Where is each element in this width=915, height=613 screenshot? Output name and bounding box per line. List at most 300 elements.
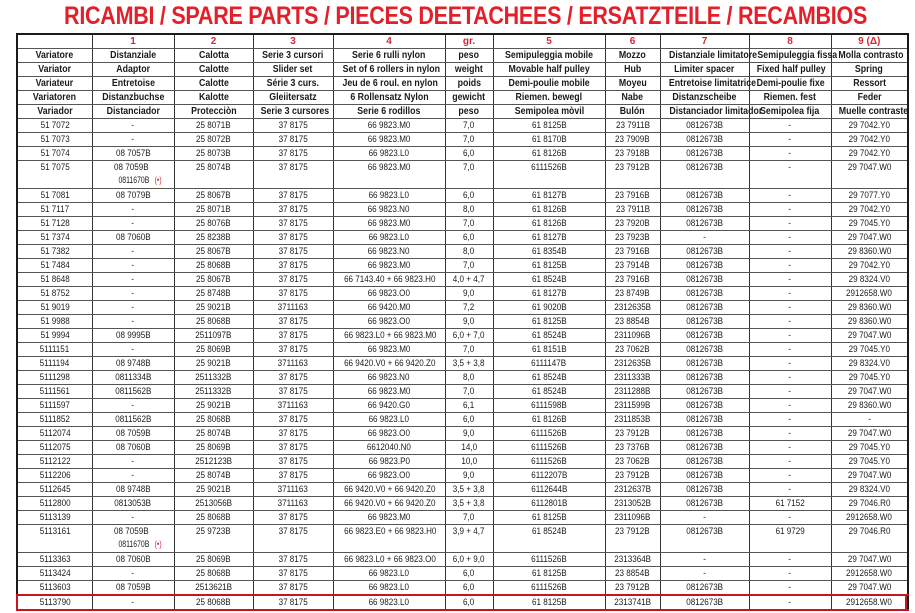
cell-col-6-hub [605, 469, 660, 483]
cell-value: 37 8175 [278, 414, 308, 425]
cell-col-5-movable-half-pulley [493, 231, 605, 245]
cell-value: 0812673B [686, 597, 723, 608]
header-label: Calotte [198, 78, 229, 89]
cell-value: 0812673B [686, 330, 723, 341]
cell-col-7-limiter-spacer [660, 441, 749, 455]
cell-value: 7,0 [463, 218, 475, 229]
cell-value: 5113603 [39, 582, 71, 593]
table-row [17, 287, 908, 301]
cell-col-3-slider-set [253, 455, 333, 469]
cell-col-gr-weight [445, 301, 493, 315]
header-cell-col-7-limiter-spacer [660, 49, 757, 63]
cell-col-9-spring [831, 231, 908, 245]
cell-value: 0812673B [686, 344, 723, 355]
cell-value: 5113790 [39, 597, 71, 608]
cell-col-7-limiter-spacer [660, 231, 749, 245]
cell-col-6-hub [605, 301, 660, 315]
header-label: Distanciador limitador [668, 106, 762, 117]
cell-value: - [131, 456, 135, 467]
header-cell-col-7-limiter-spacer [660, 105, 762, 119]
cell-value: - [788, 470, 792, 481]
cell-col-gr-weight [445, 287, 493, 301]
cell-value: 51 7374 [40, 232, 70, 243]
cell-value: 6,0 [463, 414, 475, 425]
cell-value: 51 7128 [40, 218, 70, 229]
cell-value: 37 8175 [278, 232, 308, 243]
table-row [17, 315, 908, 329]
cell-col-7-limiter-spacer [660, 301, 749, 315]
cell-value: 25 8068B [196, 316, 231, 327]
cell-col-9-spring [831, 441, 908, 455]
cell-value: 6111147B [531, 358, 567, 369]
cell-value: 51 9994 [40, 330, 70, 341]
cell-col-4-rollers [333, 245, 445, 259]
cell-col-5-movable-half-pulley [493, 581, 605, 596]
cell-value: 29 7042.Y0 [848, 120, 890, 131]
cell-col-5-movable-half-pulley [493, 427, 605, 441]
cell-col-3-slider-set [253, 371, 333, 385]
column-number-col-8-fixed-half-pulley: 8 [749, 34, 831, 49]
cell-value: 08 9748B [115, 484, 151, 495]
cell-value: 6,0 [463, 232, 475, 243]
cell-col-1-adaptor [92, 217, 174, 231]
table-row [17, 469, 908, 483]
cell-col-6-hub [605, 371, 660, 385]
cell-col-3-slider-set [253, 133, 333, 147]
header-cell-col-9-spring [831, 91, 908, 105]
cell-value: 2511332B [195, 386, 232, 397]
cell-value: 61 8524B [531, 330, 567, 341]
cell-col-7-limiter-spacer [660, 259, 749, 273]
cell-value: - [788, 330, 792, 341]
cell-value: 4,0 + 4,7 [453, 274, 485, 285]
header-cell-col-4-rollers [333, 49, 445, 63]
cell-value: 10,0 [461, 456, 477, 467]
cell-col-8-fixed-half-pulley [749, 385, 831, 399]
cell-value: 61 8151B [531, 344, 567, 355]
cell-col-7-limiter-spacer [660, 273, 749, 287]
cell-value: 6111526B [531, 442, 567, 453]
cell-value: 66 9823.M0 [367, 512, 411, 523]
cell-value: - [131, 274, 135, 285]
cell-col-3-slider-set [253, 567, 333, 581]
cell-col-2-calotte [174, 287, 253, 301]
header-cell-col-9-spring [831, 77, 908, 91]
cell-value: 66 9823.M0 [367, 386, 411, 397]
cell-col-5-movable-half-pulley [493, 329, 605, 343]
cell-col-4-rollers [333, 301, 445, 315]
cell-value: 23 7916B [615, 190, 650, 201]
header-label: Hub [623, 64, 642, 75]
header-cell-col-8-fixed-half-pulley [749, 91, 831, 105]
cell-col-1-adaptor [92, 567, 174, 581]
cell-value: 29 7047.W0 [847, 386, 892, 397]
cell-value: 61 8524B [531, 274, 567, 285]
cell-col-2-calotte [174, 273, 253, 287]
header-label: Distanziale limitatore [668, 50, 757, 61]
header-cell-col-6-hub [605, 63, 660, 77]
cell-col-gr-weight [445, 483, 493, 497]
cell-col-4-rollers [333, 525, 445, 553]
cell-value: 51 8752 [40, 288, 70, 299]
cell-col-1-adaptor [92, 413, 174, 427]
cell-col-gr-weight [445, 455, 493, 469]
cell-value: 5111561 [39, 386, 70, 397]
cell-value: 0812673B [686, 498, 723, 509]
cell-col-gr-weight [445, 189, 493, 203]
cell-value: 0812673B [686, 274, 723, 285]
cell-col-4-rollers [333, 511, 445, 525]
cell-col-4-rollers [333, 399, 445, 413]
cell-value: 51 7074 [40, 148, 70, 159]
cell-col-gr-weight [445, 273, 493, 287]
cell-variator [17, 161, 92, 189]
cell-value: 8,0 [463, 372, 475, 383]
header-cell-col-gr-weight [445, 49, 493, 63]
cell-col-3-slider-set [253, 525, 333, 553]
cell-value: 6112801B [530, 498, 568, 509]
header-label: Set of 6 rollers in nylon [342, 64, 440, 75]
cell-value: 25 8073B [196, 148, 231, 159]
cell-col-7-limiter-spacer [660, 287, 749, 301]
cell-col-1-adaptor [92, 301, 174, 315]
cell-value: - [131, 568, 135, 579]
cell-col-gr-weight [445, 497, 493, 511]
cell-value: 29 7045.Y0 [848, 372, 890, 383]
cell-col-9-spring [831, 203, 908, 217]
column-number-col-6-hub: 6 [605, 34, 660, 49]
cell-col-5-movable-half-pulley [493, 595, 605, 610]
cell-variator [17, 399, 92, 413]
cell-value: - [788, 274, 792, 285]
cell-col-3-slider-set [253, 385, 333, 399]
cell-value: 0812673B [686, 484, 723, 495]
column-number-col-1-adaptor: 1 [92, 34, 174, 49]
cell-value: 5111597 [39, 400, 70, 411]
cell-col-2-calotte [174, 483, 253, 497]
cell-value: 25 8074B [196, 428, 231, 439]
cell-col-7-limiter-spacer [660, 399, 749, 413]
cell-variator [17, 231, 92, 245]
cell-value: 5112122 [39, 456, 71, 467]
cell-col-gr-weight [445, 329, 493, 343]
cell-col-3-slider-set [253, 357, 333, 371]
cell-value: 66 9823.P0 [368, 456, 410, 467]
cell-value: 5113139 [39, 512, 71, 523]
cell-col-4-rollers [333, 567, 445, 581]
cell-variator [17, 119, 92, 133]
cell-value: 37 8175 [278, 456, 308, 467]
cell-value: - [788, 400, 792, 411]
cell-col-3-slider-set [253, 119, 333, 133]
table-row [17, 343, 908, 357]
cell-value: - [788, 568, 792, 579]
cell-col-1-adaptor [92, 343, 174, 357]
cell-value: 23 7911B [615, 204, 650, 215]
table-row [17, 455, 908, 469]
cell-col-2-calotte [174, 259, 253, 273]
cell-value: 23 7916B [615, 274, 650, 285]
cell-value: 61 8125B [531, 316, 567, 327]
cell-col-6-hub [605, 287, 660, 301]
table-row [17, 567, 908, 581]
cell-col-7-limiter-spacer [660, 553, 749, 567]
cell-value: - [131, 512, 135, 523]
header-label: Serie 3 cursores [260, 106, 329, 117]
cell-col-4-rollers [333, 329, 445, 343]
cell-col-5-movable-half-pulley [493, 189, 605, 203]
header-cell-variator [17, 77, 92, 91]
header-label: Calotta [198, 50, 229, 61]
cell-col-4-rollers [333, 231, 445, 245]
cell-col-gr-weight [445, 119, 493, 133]
cell-value: 2513621B [195, 582, 232, 593]
cell-value: - [131, 597, 135, 608]
cell-col-2-calotte [174, 133, 253, 147]
cell-col-1-adaptor [92, 455, 174, 469]
cell-value: 29 8324.V0 [848, 274, 890, 285]
cell-col-5-movable-half-pulley [493, 469, 605, 483]
cell-col-2-calotte [174, 301, 253, 315]
cell-value: 37 8175 [278, 288, 308, 299]
cell-value: 66 9823.O0 [367, 428, 411, 439]
header-cell-col-4-rollers [333, 91, 445, 105]
cell-col-1-adaptor [92, 287, 174, 301]
cell-col-4-rollers [333, 189, 445, 203]
cell-value: 66 9823.O0 [367, 316, 411, 327]
cell-value: 61 8524B [531, 386, 567, 397]
cell-col-5-movable-half-pulley [493, 273, 605, 287]
cell-col-4-rollers [333, 441, 445, 455]
cell-col-8-fixed-half-pulley [749, 469, 831, 483]
cell-col-7-limiter-spacer [660, 217, 749, 231]
cell-col-3-slider-set [253, 147, 333, 161]
cell-value: 9,0 [463, 428, 475, 439]
header-cell-col-5-movable-half-pulley [493, 77, 605, 91]
cell-col-9-spring [831, 287, 908, 301]
cell-col-7-limiter-spacer [660, 511, 749, 525]
cell-value: 6,0 [463, 148, 475, 159]
cell-value: 23 7911B [615, 120, 650, 131]
cell-value: 61 8127B [531, 190, 567, 201]
cell-value: 3711163 [277, 302, 309, 313]
header-cell-col-1-adaptor [92, 49, 174, 63]
cell-value: 6,0 [463, 597, 475, 608]
cell-col-8-fixed-half-pulley [749, 371, 831, 385]
cell-value: 14,0 [461, 442, 477, 453]
cell-value: 9,0 [463, 288, 475, 299]
cell-value: 51 7073 [40, 134, 70, 145]
cell-value: 2311096B [614, 330, 651, 341]
cell-value: 6,1 [463, 400, 475, 411]
header-cell-col-3-slider-set [253, 77, 333, 91]
cell-value: - [703, 512, 706, 523]
cell-value: 37 8175 [278, 260, 308, 271]
cell-col-7-limiter-spacer [660, 343, 749, 357]
cell-col-1-adaptor [92, 553, 174, 567]
cell-value: 08 7059B [113, 526, 149, 537]
table-row [17, 203, 908, 217]
cell-value: 0812673B [686, 428, 723, 439]
cell-value: 2311853B [614, 414, 651, 425]
footnote-marker: (•) [154, 539, 162, 550]
cell-value: 3711163 [277, 484, 309, 495]
cell-value: 7,0 [463, 134, 475, 145]
cell-col-8-fixed-half-pulley [749, 259, 831, 273]
cell-col-3-slider-set [253, 483, 333, 497]
cell-col-9-spring [831, 133, 908, 147]
cell-col-gr-weight [445, 581, 493, 596]
cell-col-3-slider-set [253, 273, 333, 287]
header-row-language-2 [17, 77, 908, 91]
cell-col-5-movable-half-pulley [493, 413, 605, 427]
header-cell-col-gr-weight [445, 91, 493, 105]
cell-value: 29 8324.V0 [848, 358, 890, 369]
cell-variator [17, 427, 92, 441]
cell-value: 29 8324.V0 [848, 484, 890, 495]
cell-col-8-fixed-half-pulley [749, 189, 831, 203]
cell-value: 6111526B [531, 582, 567, 593]
cell-value: 23 7923B [615, 232, 650, 243]
cell-col-2-calotte [174, 525, 253, 553]
header-cell-col-3-slider-set [253, 49, 333, 63]
cell-col-1-adaptor [92, 441, 174, 455]
cell-value: - [131, 288, 135, 299]
cell-col-9-spring [831, 119, 908, 133]
cell-col-8-fixed-half-pulley [749, 497, 831, 511]
cell-col-gr-weight [445, 553, 493, 567]
cell-col-2-calotte [174, 595, 253, 610]
header-row-language-3 [17, 91, 908, 105]
cell-value: 66 9823.M0 [367, 162, 411, 173]
cell-value: 61 8354B [531, 246, 567, 257]
alternate-part-code [100, 538, 162, 551]
cell-value: - [131, 344, 135, 355]
cell-col-9-spring [831, 343, 908, 357]
cell-value: 25 8074B [196, 470, 231, 481]
cell-value: 0812673B [686, 526, 723, 537]
cell-col-8-fixed-half-pulley [749, 483, 831, 497]
header-label: 6 Rollensatz Nylon [349, 92, 429, 103]
header-label: Calotte [198, 64, 229, 75]
table-row [17, 161, 908, 189]
cell-col-7-limiter-spacer [660, 581, 749, 596]
cell-variator [17, 371, 92, 385]
cell-col-2-calotte [174, 231, 253, 245]
header-cell-col-8-fixed-half-pulley [749, 63, 831, 77]
cell-col-8-fixed-half-pulley [749, 343, 831, 357]
cell-value: 2513056B [195, 498, 232, 509]
cell-value: 5112074 [39, 428, 71, 439]
header-label: Gleiitersatz [269, 92, 317, 103]
cell-value: 29 7045.Y0 [848, 442, 890, 453]
cell-col-6-hub [605, 343, 660, 357]
cell-col-6-hub [605, 399, 660, 413]
cell-col-8-fixed-half-pulley [749, 525, 831, 553]
header-label: Movable half pulley [508, 64, 590, 75]
cell-value: 6112644B [530, 484, 568, 495]
cell-value: 51 9019 [40, 302, 70, 313]
table-row [17, 385, 908, 399]
cell-col-5-movable-half-pulley [493, 483, 605, 497]
alternate-code: 0811670B [117, 175, 149, 186]
cell-value: 5112206 [39, 470, 71, 481]
header-label: Mozzo [619, 50, 646, 61]
cell-value: - [788, 134, 792, 145]
header-row-language-1 [17, 63, 908, 77]
cell-col-4-rollers [333, 259, 445, 273]
cell-value: 51 7382 [40, 246, 70, 257]
header-cell-col-1-adaptor [92, 91, 174, 105]
column-number-row [17, 34, 908, 49]
cell-col-5-movable-half-pulley [493, 553, 605, 567]
cell-col-6-hub [605, 273, 660, 287]
cell-value: 25 9021B [196, 302, 231, 313]
header-label: Distanzbuchse [101, 92, 165, 103]
cell-value: 0812673B [686, 456, 723, 467]
cell-value: 0812673B [686, 204, 723, 215]
cell-col-9-spring [831, 273, 908, 287]
cell-col-3-slider-set [253, 441, 333, 455]
cell-value: 08 9995B [115, 330, 151, 341]
header-label: poids [457, 78, 481, 89]
cell-value: 2313364B [614, 554, 651, 565]
cell-value: 37 8175 [278, 470, 308, 481]
cell-value: 8,0 [463, 204, 475, 215]
cell-value: 6112207B [530, 470, 568, 481]
cell-col-2-calotte [174, 567, 253, 581]
cell-col-9-spring [831, 147, 908, 161]
cell-value: - [788, 246, 792, 257]
cell-value: - [788, 512, 792, 523]
cell-variator [17, 553, 92, 567]
cell-col-2-calotte [174, 189, 253, 203]
cell-col-2-calotte [174, 413, 253, 427]
cell-value: 29 7042.Y0 [848, 204, 890, 215]
header-cell-col-gr-weight [445, 63, 493, 77]
cell-value: 3,5 + 3,8 [453, 484, 485, 495]
cell-col-gr-weight [445, 469, 493, 483]
cell-col-9-spring [831, 413, 908, 427]
cell-value: 0812673B [686, 246, 723, 257]
cell-col-1-adaptor [92, 511, 174, 525]
cell-value: 5113424 [39, 568, 71, 579]
cell-col-5-movable-half-pulley [493, 315, 605, 329]
page-title: RICAMBI / SPARE PARTS / PIECES DEETACHEES / ERSATZTEILE / RECAMBIOS [64, 2, 868, 30]
cell-value: 0812673B [686, 190, 723, 201]
cell-col-4-rollers [333, 469, 445, 483]
cell-value: - [788, 597, 792, 608]
cell-col-8-fixed-half-pulley [749, 315, 831, 329]
header-label: Protecciòn [190, 106, 237, 117]
cell-value: 25 8068B [196, 260, 231, 271]
cell-col-5-movable-half-pulley [493, 147, 605, 161]
header-label: Feder [857, 92, 882, 103]
header-cell-col-4-rollers [333, 77, 445, 91]
cell-value: 0812673B [686, 386, 723, 397]
cell-value: 2311288B [614, 386, 651, 397]
cell-col-9-spring [831, 427, 908, 441]
cell-col-4-rollers [333, 147, 445, 161]
cell-value: 37 8175 [278, 218, 308, 229]
cell-col-2-calotte [174, 119, 253, 133]
cell-value: 0811562B [114, 386, 152, 397]
cell-value: 37 8175 [278, 162, 308, 173]
cell-col-4-rollers [333, 385, 445, 399]
cell-col-3-slider-set [253, 399, 333, 413]
header-label: Kalotte [198, 92, 229, 103]
cell-col-8-fixed-half-pulley [749, 147, 831, 161]
